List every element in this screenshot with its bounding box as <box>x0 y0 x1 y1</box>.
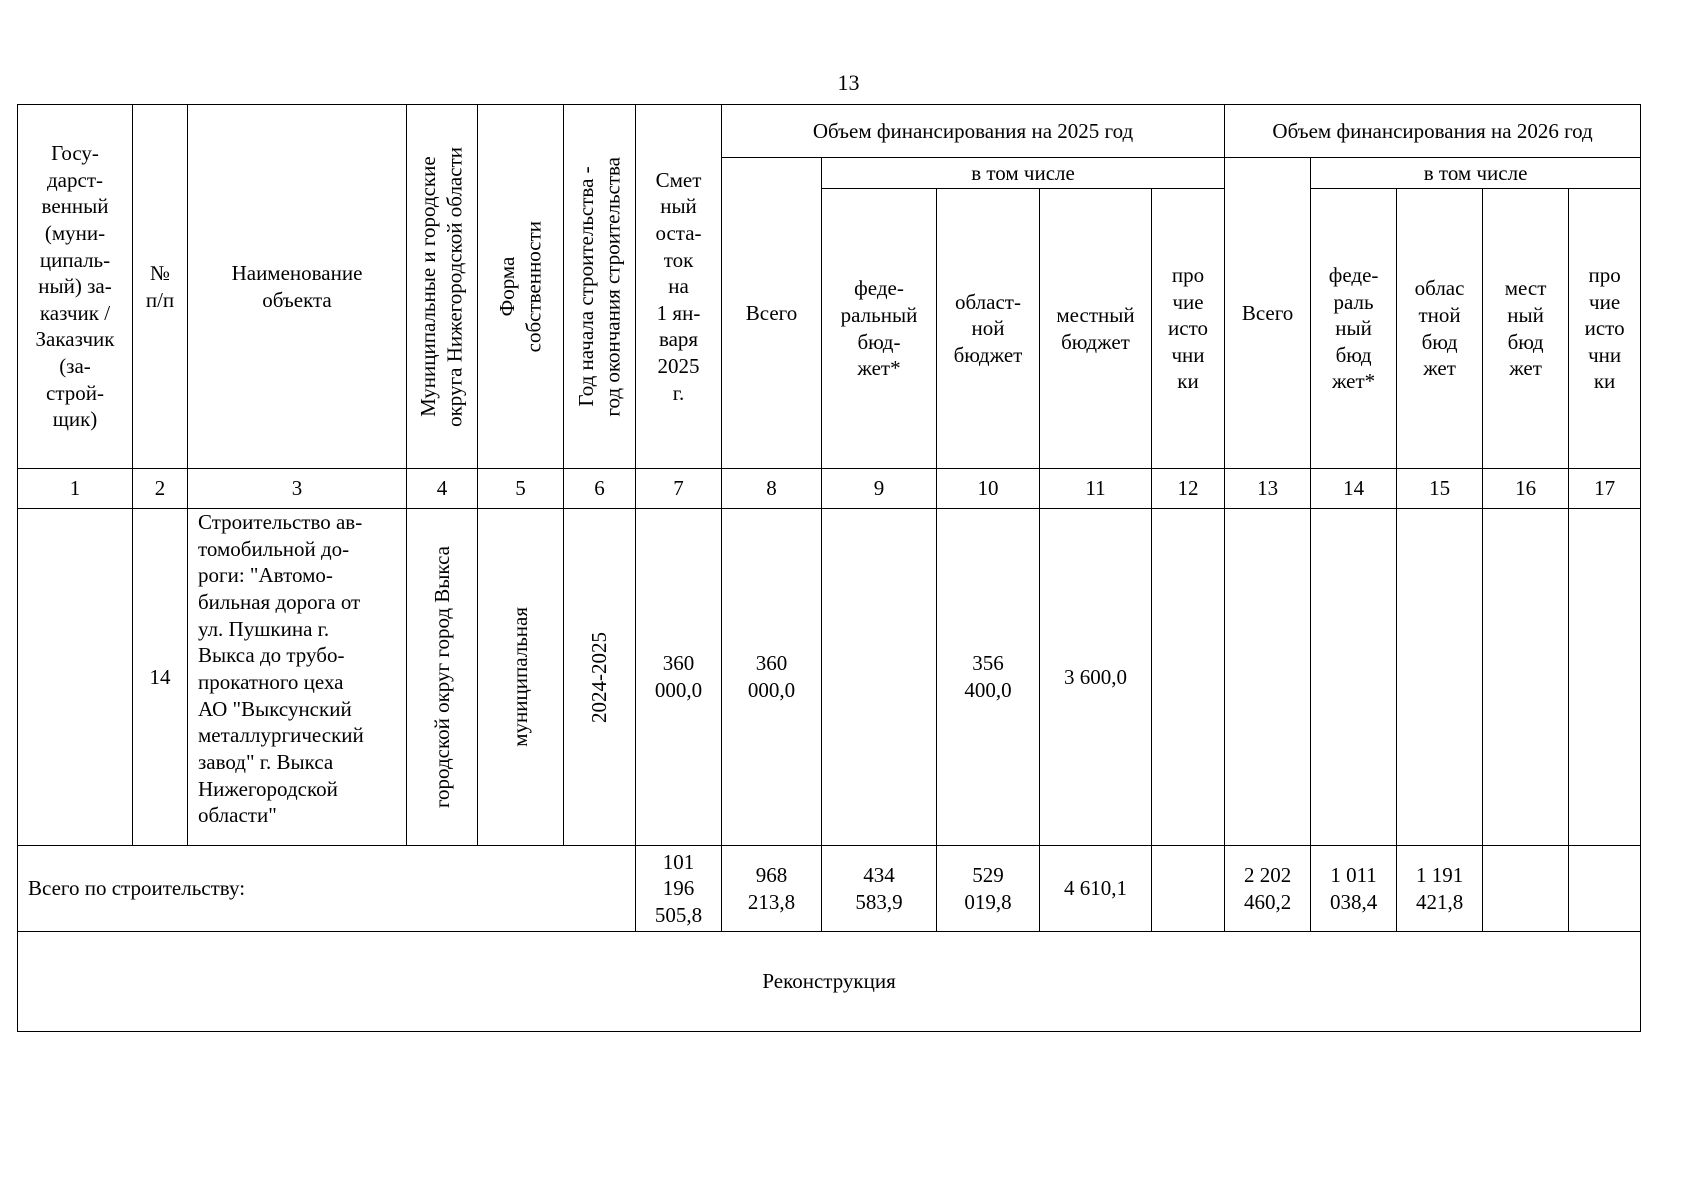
column-number: 2 <box>133 469 188 509</box>
header-total-2026: Всего <box>1225 158 1311 469</box>
header-local-2026: мест ный бюд жет <box>1483 189 1569 469</box>
row-local-2025: 3 600,0 <box>1040 509 1152 846</box>
row-customer <box>18 509 133 846</box>
header-total-2025: Всего <box>722 158 822 469</box>
totals-federal-2026: 1 011 038,4 <box>1311 846 1397 932</box>
totals-other-2026 <box>1569 846 1641 932</box>
row-estimate-remainder: 360 000,0 <box>636 509 722 846</box>
row-total-2025: 360 000,0 <box>722 509 822 846</box>
row-object-name: Строительство ав- томобильной до- роги: "Автомо- бильная дорога от ул. Пушкина г. Выкса до трубо- прокатного цеха АО "Выксунский металлургический завод" г. Выкса Нижегородской области" <box>188 509 407 846</box>
header-customer: Госу- дарст- венный (муни- ципаль- ный) за- казчик / Заказчик (за- строй- щик) <box>18 105 133 469</box>
header-local-2025: местный бюджет <box>1040 189 1152 469</box>
totals-federal-2025: 434 583,9 <box>822 846 937 932</box>
column-number: 16 <box>1483 469 1569 509</box>
column-number: 4 <box>407 469 478 509</box>
row-ownership: муниципальная <box>478 509 564 846</box>
row-total-2026 <box>1225 509 1311 846</box>
totals-row <box>18 846 1641 932</box>
header-object-name: Наименование объекта <box>188 105 407 469</box>
column-number: 11 <box>1040 469 1152 509</box>
column-number-row <box>18 469 1641 509</box>
row-regional-2025: 356 400,0 <box>937 509 1040 846</box>
row-local-2026 <box>1483 509 1569 846</box>
header-other-2026: про чие исто чни ки <box>1569 189 1641 469</box>
column-number: 9 <box>822 469 937 509</box>
row-other-2026 <box>1569 509 1641 846</box>
totals-label: Всего по строительству: <box>18 846 636 932</box>
column-number: 12 <box>1152 469 1225 509</box>
header-ownership: Форма собственности <box>478 105 564 469</box>
header-estimate-remainder: Смет ный оста- ток на 1 ян- варя 2025 г. <box>636 105 722 469</box>
totals-total-2026: 2 202 460,2 <box>1225 846 1311 932</box>
header-row-1 <box>18 105 1641 158</box>
header-financing-2025: Объем финансирования на 2025 год <box>722 105 1225 158</box>
totals-local-2026 <box>1483 846 1569 932</box>
header-including-2026: в том числе <box>1311 158 1641 189</box>
row-number: 14 <box>133 509 188 846</box>
column-number: 5 <box>478 469 564 509</box>
header-including-2025: в том числе <box>822 158 1225 189</box>
column-number: 6 <box>564 469 636 509</box>
column-number: 3 <box>188 469 407 509</box>
column-number: 8 <box>722 469 822 509</box>
row-federal-2026 <box>1311 509 1397 846</box>
column-number: 14 <box>1311 469 1397 509</box>
totals-estimate-remainder: 101 196 505,8 <box>636 846 722 932</box>
page-number: 13 <box>837 70 860 95</box>
financing-table <box>17 104 1641 1032</box>
header-other-2025: про чие исто чни ки <box>1152 189 1225 469</box>
row-years: 2024-2025 <box>564 509 636 846</box>
column-number: 7 <box>636 469 722 509</box>
totals-regional-2025: 529 019,8 <box>937 846 1040 932</box>
totals-regional-2026: 1 191 421,8 <box>1397 846 1483 932</box>
header-years: Год начала строительства - год окончания строительства <box>564 105 636 469</box>
section-row <box>18 932 1641 1032</box>
row-other-2025 <box>1152 509 1225 846</box>
row-regional-2026 <box>1397 509 1483 846</box>
table-row <box>18 509 1641 846</box>
totals-local-2025: 4 610,1 <box>1040 846 1152 932</box>
header-number: № п/п <box>133 105 188 469</box>
column-number: 1 <box>18 469 133 509</box>
section-title: Реконструкция <box>18 932 1641 1032</box>
header-federal-2026: феде- раль ный бюд жет* <box>1311 189 1397 469</box>
column-number: 15 <box>1397 469 1483 509</box>
row-federal-2025 <box>822 509 937 846</box>
totals-other-2025 <box>1152 846 1225 932</box>
row-municipality: городской округ город Выкса <box>407 509 478 846</box>
totals-total-2025: 968 213,8 <box>722 846 822 932</box>
header-financing-2026: Объем финансирования на 2026 год <box>1225 105 1641 158</box>
header-federal-2025: феде- ральный бюд- жет* <box>822 189 937 469</box>
header-municipality: Муниципальные и городские округа Нижегородской области <box>407 105 478 469</box>
header-regional-2026: облас тной бюд жет <box>1397 189 1483 469</box>
header-regional-2025: област- ной бюджет <box>937 189 1040 469</box>
column-number: 10 <box>937 469 1040 509</box>
column-number: 13 <box>1225 469 1311 509</box>
column-number: 17 <box>1569 469 1641 509</box>
